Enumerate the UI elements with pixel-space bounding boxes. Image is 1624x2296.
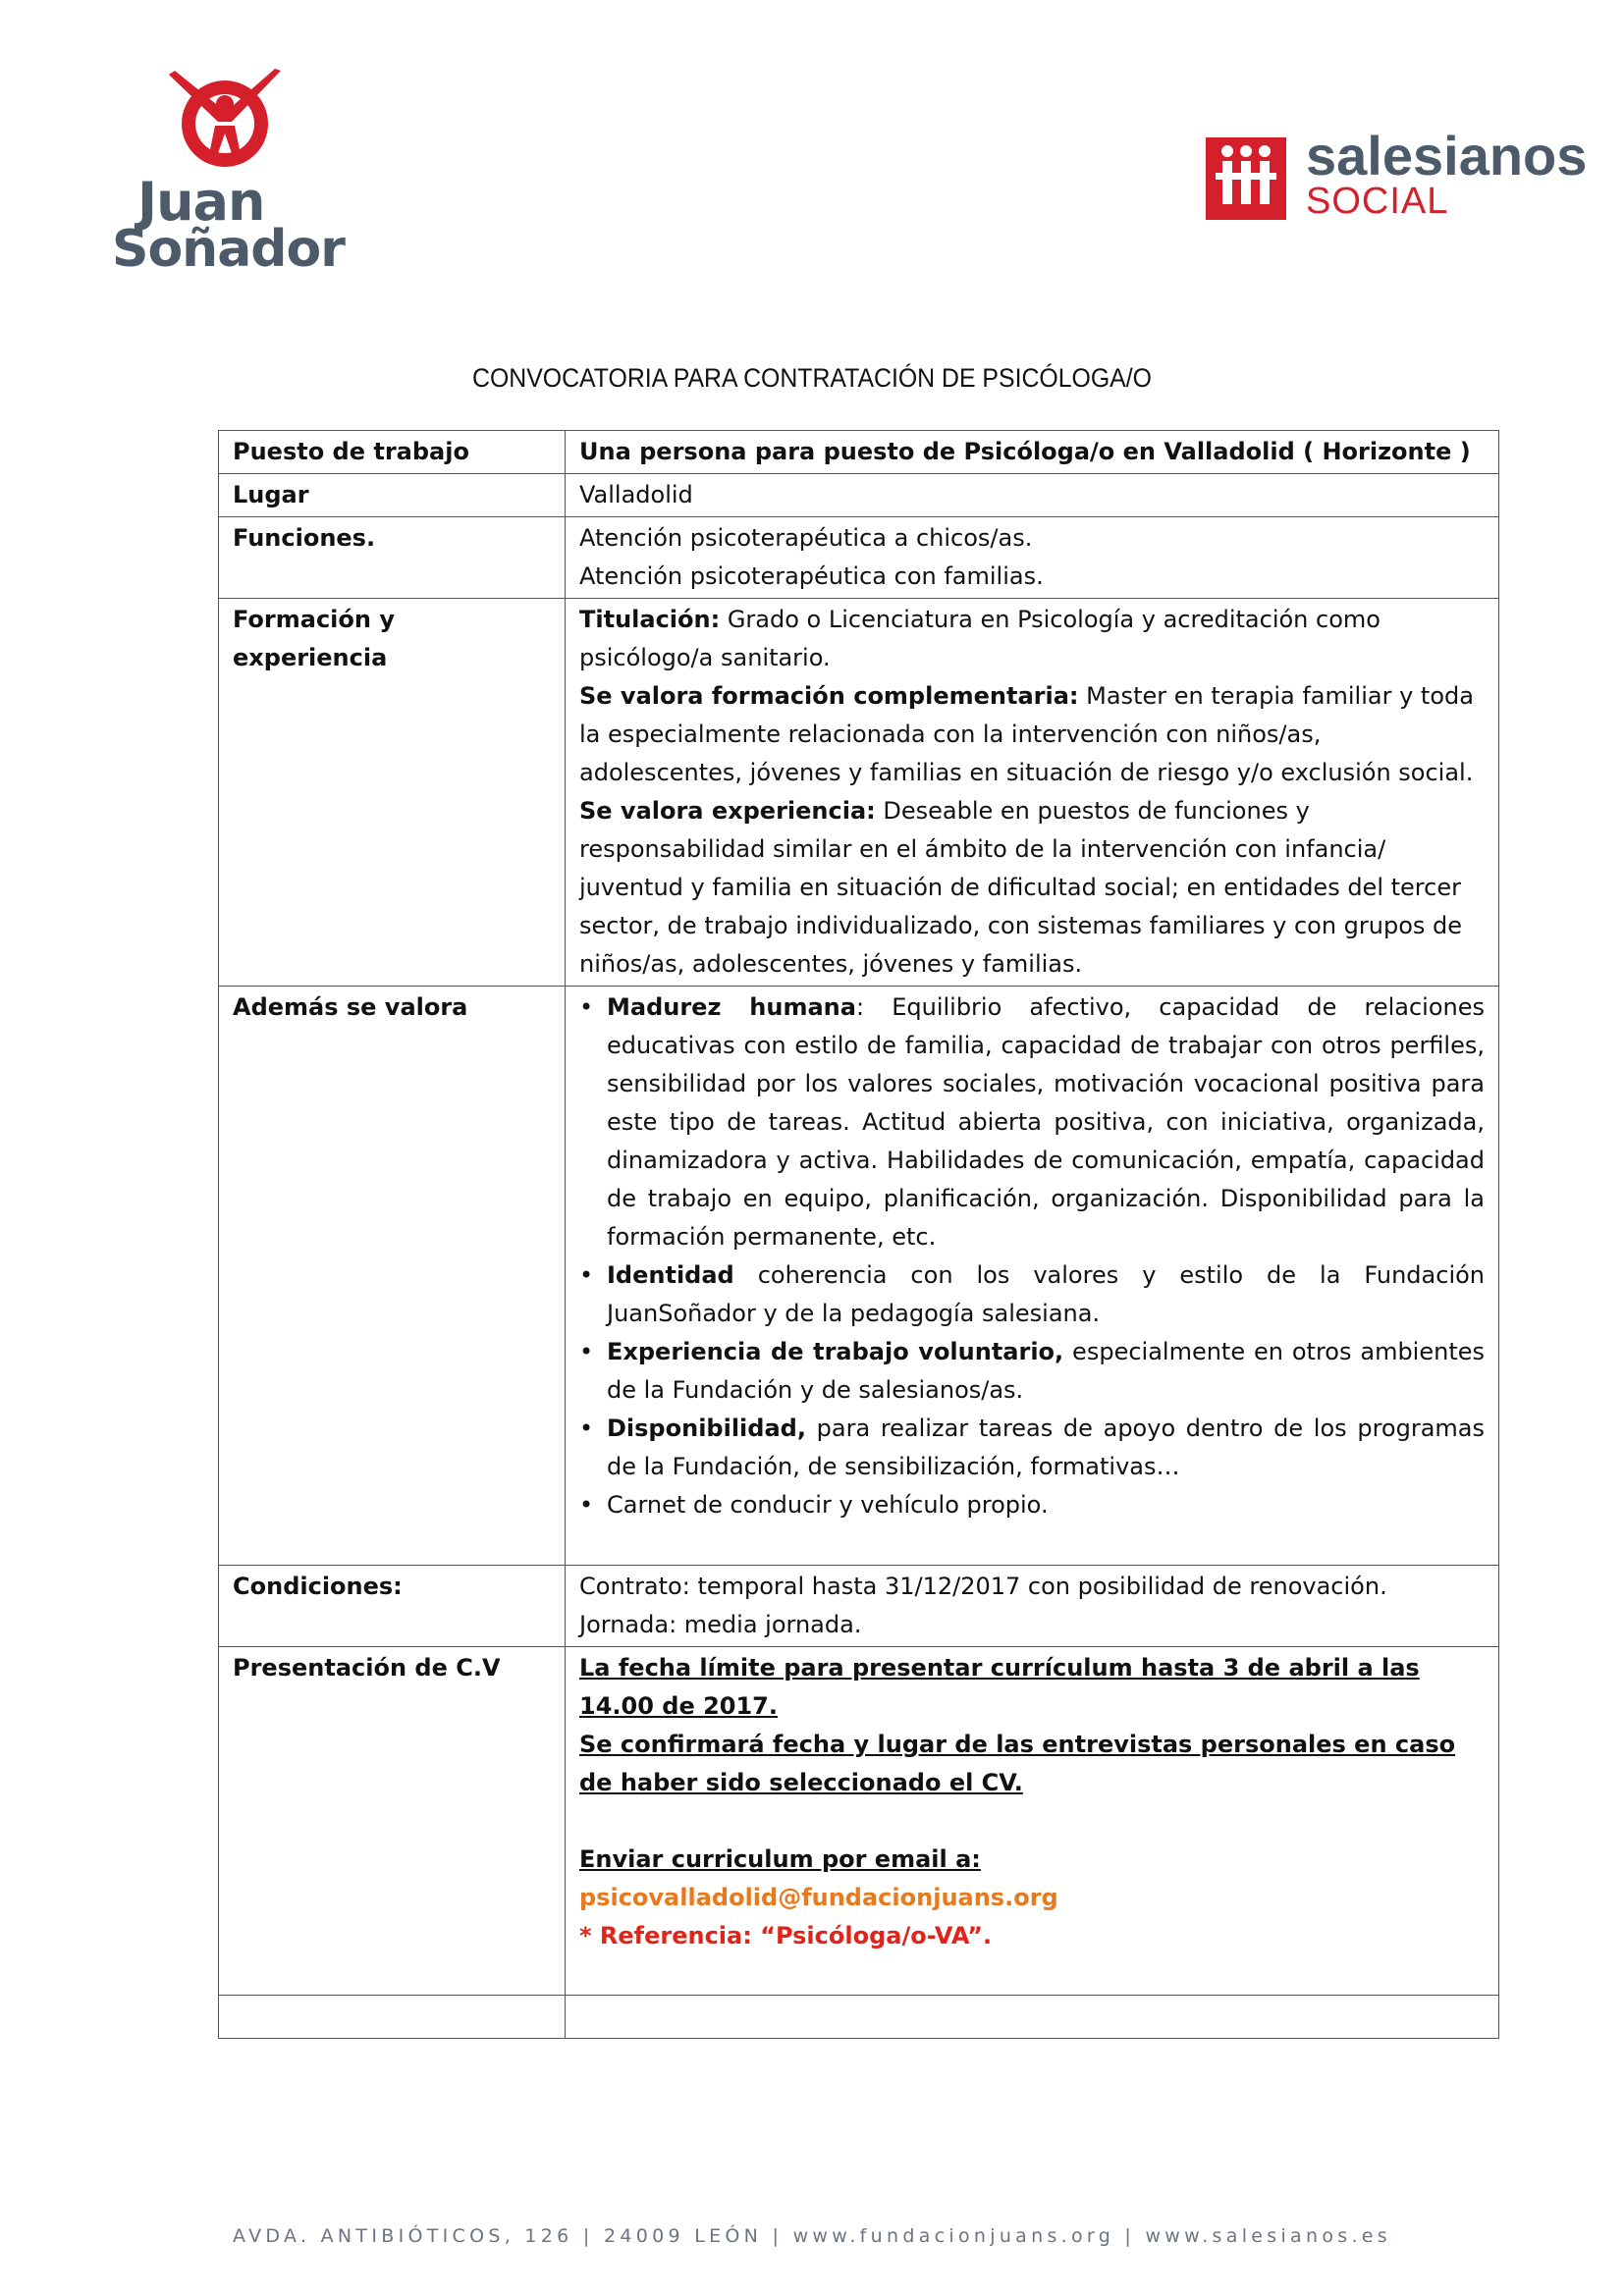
titulacion-label: Titulación: (579, 606, 721, 633)
list-item-text: para realizar tareas de apoyo dentro de los programas de la Fundación, de sensibilización, formativas… (607, 1415, 1485, 1480)
list-item-text: : Equilibrio afectivo, capacidad de relaciones educativas con estilo de familia, capacidad de trabajar con otros perfiles, sensibilidad por los valores sociales, motivación vocacional positiva para este tipo de tareas. Actitud abierta positiva, con iniciativa, organizada, dinamizadora y activa. Habilidades de comunicación, empatía, capacidad de trabajo en equipo, planificación, organización. Disponibilidad para la formación permanente, etc. (607, 993, 1485, 1251)
label-presentacion: Presentación de C.V (219, 1647, 566, 1996)
complementaria-paragraph (579, 677, 1485, 792)
value-presentacion (566, 1647, 1499, 1996)
list-item (607, 1333, 1485, 1410)
reference-text: * Referencia: “Psicóloga/o-VA”. (579, 1922, 993, 1949)
list-item (607, 988, 1485, 1256)
confirm-text: Se confirmará fecha y lugar de las entrevistas personales en caso de haber sido seleccionado el CV. (579, 1731, 1456, 1796)
value-funciones (566, 517, 1499, 599)
list-item-text: coherencia con los valores y estilo de la Fundación JuanSoñador y de la pedagogía salesiana. (607, 1261, 1485, 1327)
list-item (607, 1410, 1485, 1486)
job-offer-table (218, 430, 1499, 2039)
list-item-bold: Disponibilidad, (607, 1415, 806, 1442)
experiencia-text: Deseable en puestos de funciones y responsabilidad similar en el ámbito de la intervención con infancia/ juventud y familia en situación de dificultad social; en entidades del tercer sector, de trabajo individualizado, con sistemas familiares y con grupos de niños/as, adolescentes, jóvenes y familias. (579, 797, 1463, 978)
logo-text-social: SOCIAL (1306, 181, 1449, 222)
table-row (219, 987, 1499, 1566)
value-ademas (566, 987, 1499, 1566)
label-lugar: Lugar (219, 474, 566, 517)
juan-sonador-logo (110, 65, 345, 279)
spacer (579, 1802, 1485, 1841)
empty-cell (566, 1996, 1499, 2039)
experiencia-paragraph (579, 792, 1485, 984)
send-label: Enviar curriculum por email a: (579, 1845, 981, 1873)
label-formacion-line2: experiencia (233, 644, 388, 671)
value-puesto: Una persona para puesto de Psicóloga/o en Valladolid ( Horizonte ) (566, 431, 1499, 474)
salesianos-emblem-icon (1206, 137, 1286, 220)
complementaria-text: Master en terapia familiar y toda la especialmente relacionada con la intervención con niños/as, adolescentes, jóvenes y familias en situación de riesgo y/o exclusión social. (579, 682, 1474, 786)
list-item-text: especialmente en otros ambientes de la Fundación y de salesianos/as. (607, 1338, 1486, 1404)
salesianos-logo (1206, 126, 1598, 224)
logo-text-juan: Juan (137, 171, 265, 233)
table-row (219, 474, 1499, 517)
condiciones-line: Jornada: media jornada. (579, 1611, 862, 1638)
empty-cell (219, 1996, 566, 2039)
list-item-bold: Experiencia de trabajo voluntario, (607, 1338, 1064, 1365)
funciones-line: Atención psicoterapéutica con familias. (579, 562, 1044, 590)
value-lugar: Valladolid (566, 474, 1499, 517)
footer-address: AVDA. ANTIBIÓTICOS, 126 | 24009 LEÓN | www.fundacionjuans.org | www.salesianos.es (233, 2225, 1391, 2247)
experiencia-label: Se valora experiencia: (579, 797, 876, 825)
table-row (219, 1566, 1499, 1647)
logo-text-salesianos: salesianos (1306, 125, 1588, 187)
titulacion-paragraph (579, 601, 1485, 677)
table-row (219, 1996, 1499, 2039)
logo-text-sonador: Soñador (112, 220, 345, 279)
label-ademas: Además se valora (219, 987, 566, 1566)
juan-sonador-emblem-icon (161, 65, 289, 173)
list-item (607, 1256, 1485, 1333)
label-puesto: Puesto de trabajo (219, 431, 566, 474)
list-item-bold: Identidad (607, 1261, 734, 1289)
label-formacion (219, 599, 566, 987)
ademas-list (579, 988, 1485, 1524)
titulacion-text: Grado o Licenciatura en Psicología y acreditación como psicólogo/a sanitario. (579, 606, 1380, 671)
deadline-text: La fecha límite para presentar currículum hasta 3 de abril a las 14.00 de 2017. (579, 1654, 1420, 1720)
funciones-line: Atención psicoterapéutica a chicos/as. (579, 524, 1033, 552)
table-row (219, 1647, 1499, 1996)
condiciones-line: Contrato: temporal hasta 31/12/2017 con posibilidad de renovación. (579, 1573, 1387, 1600)
table-row (219, 431, 1499, 474)
list-item-bold: Madurez humana (607, 993, 856, 1021)
label-formacion-line1: Formación y (233, 606, 395, 633)
email-link[interactable]: psicovalladolid@fundacionjuans.org (579, 1884, 1058, 1911)
value-formacion (566, 599, 1499, 987)
list-item-text: Carnet de conducir y vehículo propio. (607, 1491, 1049, 1519)
table-row (219, 599, 1499, 987)
complementaria-label: Se valora formación complementaria: (579, 682, 1079, 710)
value-condiciones (566, 1566, 1499, 1647)
list-item (607, 1486, 1485, 1524)
label-funciones: Funciones. (219, 517, 566, 599)
document-title: CONVOCATORIA PARA CONTRATACIÓN DE PSICÓLOGA/O (472, 363, 1152, 393)
table-row (219, 517, 1499, 599)
label-condiciones: Condiciones: (219, 1566, 566, 1647)
